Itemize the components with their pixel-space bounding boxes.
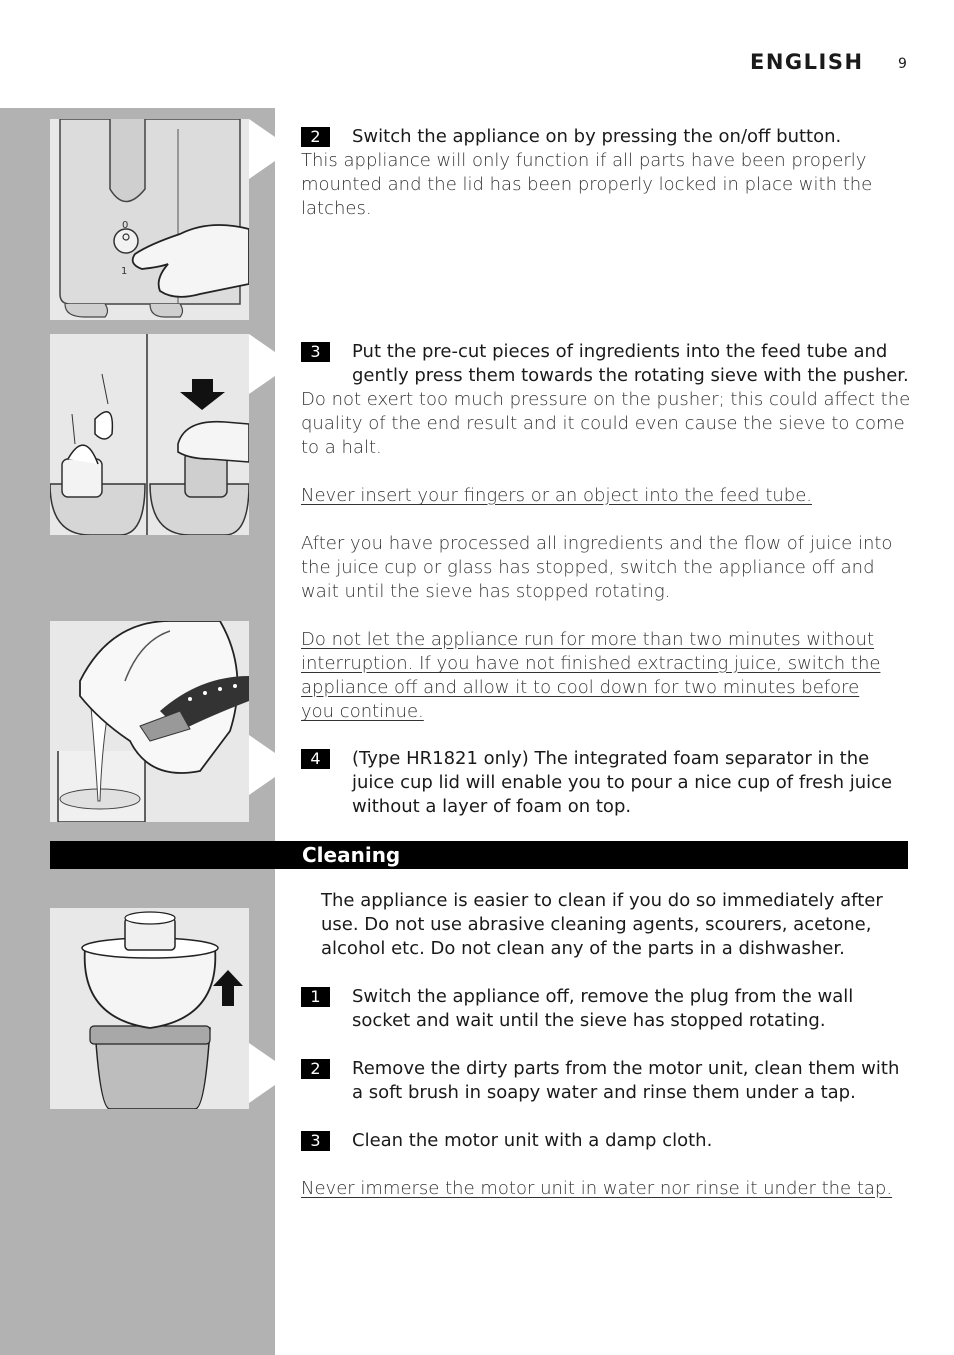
cleaning-intro: The appliance is easier to clean if you do so immediately after use. Do not use abrasive cleaning agents, scourers, acetone, alcohol etc. Do not clean any of the parts in a dishwasher.: [321, 890, 883, 959]
switch-on-label: 1: [121, 266, 128, 277]
cleaning-heading: Cleaning: [302, 843, 401, 867]
step-2-body: This appliance will only function if all parts have been properly mounted and the lid has been properly locked in place with the latches.: [301, 150, 873, 219]
feed-tube-illustration: [50, 334, 249, 535]
cleaning-step-1-text: Switch the appliance off, remove the plug from the wall socket and wait until the sieve has stopped rotating.: [352, 986, 854, 1031]
figure-switch-on: [50, 119, 249, 320]
figure-remove-parts: [50, 908, 249, 1109]
figure-pouring-juice: [50, 621, 249, 822]
cleaning-step-3-text: Clean the motor unit with a damp cloth.: [352, 1130, 713, 1151]
step-badge: 2: [301, 127, 330, 147]
page-number: 9: [898, 56, 907, 72]
figure-pointer-1: [249, 119, 275, 179]
step-2-title: Switch the appliance on by pressing the on/off button.: [352, 126, 842, 147]
pouring-juice-illustration: [50, 621, 249, 822]
step-2-block: [301, 125, 911, 221]
figure-feed-tube: [50, 334, 249, 535]
run-time-caution: Do not let the appliance run for more than two minutes without interruption. If you have not finished extracting juice, switch the appliance off and allow it to cool down for two minutes before you continue.: [301, 629, 881, 722]
cleaning-step-2-text: Remove the dirty parts from the motor unit, clean them with a soft brush in soapy water and rinse them under a tap.: [352, 1058, 900, 1103]
step-badge: 3: [301, 342, 330, 362]
cleaning-block: [301, 889, 911, 1201]
cleaning-step-1: [301, 985, 911, 1033]
cleaning-heading-bar: [50, 841, 908, 869]
immersion-warning: Never immerse the motor unit in water nor rinse it under the tap.: [301, 1178, 893, 1199]
step-3-block: [301, 340, 911, 724]
step-3-title: Put the pre-cut pieces of ingredients into the feed tube and gently press them towards the rotating sieve with the pusher.: [352, 341, 909, 386]
step-2: [301, 125, 911, 149]
step-badge: 3: [301, 1131, 330, 1151]
figure-pointer-3: [249, 735, 275, 795]
language-label: ENGLISH: [750, 50, 864, 74]
step-4: [301, 747, 911, 819]
cleaning-step-3: [301, 1129, 911, 1153]
step-3: [301, 340, 911, 388]
step-3-body: Do not exert too much pressure on the pusher; this could affect the quality of the end result and it could even cause the sieve to come to a halt.: [301, 389, 911, 458]
figure-pointer-2: [249, 334, 275, 394]
switch-off-label: 0: [122, 220, 129, 231]
step-badge: 4: [301, 749, 330, 769]
step-badge: 1: [301, 987, 330, 1007]
step-3-after: After you have processed all ingredients and the flow of juice into the juice cup or glass has stopped, switch the appliance off and wait until the sieve has stopped rotating.: [301, 533, 893, 602]
switch-illustration: [50, 119, 249, 320]
feed-tube-warning: Never insert your fingers or an object into the feed tube.: [301, 485, 813, 506]
figure-pointer-4: [249, 1043, 275, 1103]
step-4-title: (Type HR1821 only) The integrated foam separator in the juice cup lid will enable you to pour a nice cup of fresh juice without a layer of foam on top.: [352, 748, 893, 817]
cleaning-step-2: [301, 1057, 911, 1105]
page-header: [740, 50, 920, 80]
step-badge: 2: [301, 1059, 330, 1079]
step-4-block: [301, 747, 911, 819]
remove-parts-illustration: [50, 908, 249, 1109]
